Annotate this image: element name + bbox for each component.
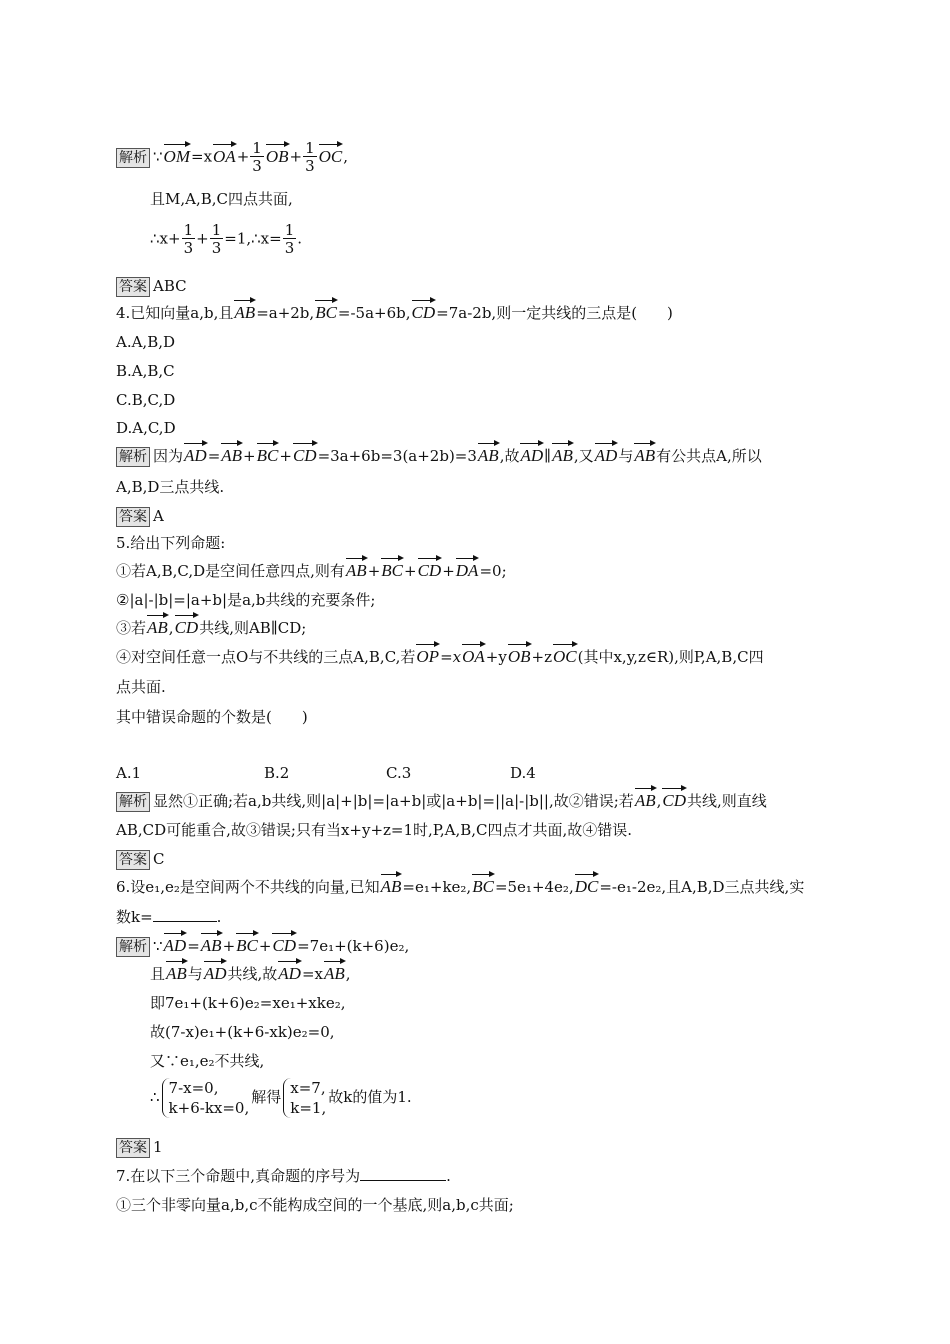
q4-option-a: A.A,B,D: [116, 333, 176, 351]
vector-oc: OC: [318, 146, 343, 166]
fraction: $\frac{1}{3}$: [211, 221, 222, 257]
q5-option-c: C.3: [386, 764, 412, 782]
q5-proposition-1: ①若A,B,C,D是空间任意四点,则有AB+BC+CD+DA=0;: [116, 561, 507, 580]
q5-analysis-line-2: AB,CD可能重合,故③错误;只有当x+y+z=1时,P,A,B,C四点才共面,故④错误.: [116, 821, 633, 839]
q3-analysis-line-2: 且M,A,B,C四点共面,: [150, 190, 293, 208]
q5-proposition-4-cont: 点共面.: [116, 678, 166, 696]
q7-proposition-1: ①三个非零向量a,b,c不能构成空间的一个基底,则a,b,c共面;: [116, 1196, 514, 1214]
answer-blank[interactable]: [153, 921, 217, 922]
q5-answer: 答案 C: [116, 848, 164, 870]
q6-stem: 6.设e₁,e₂是空间两个不共线的向量,已知AB=e₁+ke₂,BC=5e₁+4e₂,DC=-e₁-2e₂,且A,B,D三点共线,实: [116, 877, 805, 896]
q5-option-d: D.4: [510, 764, 536, 782]
q6-analysis-line-6: ∴ 7-x=0, k+6-kx=0, 解得 x=7, k=1, 故k的值为1.: [150, 1079, 412, 1117]
fraction: $\frac{1}{3}$: [305, 139, 315, 175]
q6-analysis-line-3: 即7e₁+(k+6)e₂=xe₁+xke₂,: [150, 994, 346, 1012]
q3-analysis-line-1: 解析 ∵OM=xOA+ $\frac{1}{3}$ OB+ $\frac{1}{3}$ OC,: [116, 140, 348, 175]
q5-proposition-2: ②|a|-|b|=|a+b|是a,b共线的充要条件;: [116, 591, 376, 609]
q4-option-b: B.A,B,C: [116, 362, 175, 380]
answer-tag: 答案: [116, 277, 150, 297]
equation-system-1: 7-x=0, k+6-kx=0,: [162, 1078, 250, 1118]
analysis-tag: 解析: [116, 792, 150, 812]
answer-tag: 答案: [116, 507, 150, 527]
answer-tag: 答案: [116, 850, 150, 870]
q4-analysis-line-2: A,B,D三点共线.: [116, 478, 225, 496]
q4-answer: 答案 A: [116, 505, 164, 527]
q6-stem-cont: 数k= .: [116, 908, 222, 926]
vector-oa: OA: [213, 146, 236, 166]
fraction: $\frac{1}{3}$: [183, 221, 194, 257]
vector-om: OM: [163, 146, 190, 166]
equation-system-2: x=7, k=1,: [283, 1078, 326, 1118]
q3-answer: 答案 ABC: [116, 275, 187, 297]
q5-option-a: A.1: [116, 764, 142, 782]
analysis-tag: 解析: [116, 447, 150, 467]
q3-analysis-line-3: ∴x+ $\frac{1}{3}$ + $\frac{1}{3}$ =1,∴x= $\frac{1}{3}$ .: [150, 221, 303, 257]
answer-tag: 答案: [116, 1138, 150, 1158]
q7-stem: 7.在以下三个命题中,真命题的序号为 .: [116, 1167, 451, 1185]
q6-answer: 答案 1: [116, 1136, 163, 1158]
q5-analysis-line-1: 解析 显然①正确;若a,b共线,则|a|+|b|=|a+b|或|a+b|=||a|-|b||,故②错误;若AB,CD共线,则直线: [116, 790, 767, 812]
q4-analysis-line-1: 解析 因为AD=AB+BC+CD=3a+6b=3(a+2b)=3AB,故AD∥AB,又AD与AB有公共点A,所以: [116, 445, 762, 467]
q6-analysis-line-4: 故(7-x)e₁+(k+6-xk)e₂=0,: [150, 1023, 335, 1041]
q6-analysis-line-5: 又∵e₁,e₂不共线,: [150, 1052, 265, 1070]
fraction: $\frac{1}{3}$: [284, 221, 295, 257]
q6-analysis-line-2: 且AB与AD共线,故AD=xAB,: [150, 964, 351, 983]
q4-option-d: D.A,C,D: [116, 419, 176, 437]
analysis-tag: 解析: [116, 937, 150, 957]
q5-proposition-4: ④对空间任意一点O与不共线的三点A,B,C,若OP=xOA+yOB+zOC(其中x,y,z∈R),则P,A,B,C四: [116, 647, 764, 666]
analysis-tag: 解析: [116, 148, 150, 168]
q4-stem: 4.已知向量a,b,且AB=a+2b,BC=-5a+6b,CD=7a-2b,则一定共线的三点是( ): [116, 303, 673, 322]
answer-blank[interactable]: [360, 1180, 446, 1181]
fraction: $\frac{1}{3}$: [252, 139, 262, 175]
q5-proposition-3: ③若AB,CD共线,则AB∥CD;: [116, 618, 307, 637]
q5-option-b: B.2: [264, 764, 290, 782]
q5-stem: 5.给出下列命题:: [116, 534, 226, 552]
q4-option-c: C.B,C,D: [116, 391, 176, 409]
q5-ask: 其中错误命题的个数是( ): [116, 708, 308, 726]
q6-analysis-line-1: 解析 ∵AD=AB+BC+CD=7e₁+(k+6)e₂,: [116, 935, 409, 957]
vector-ob: OB: [265, 146, 289, 166]
